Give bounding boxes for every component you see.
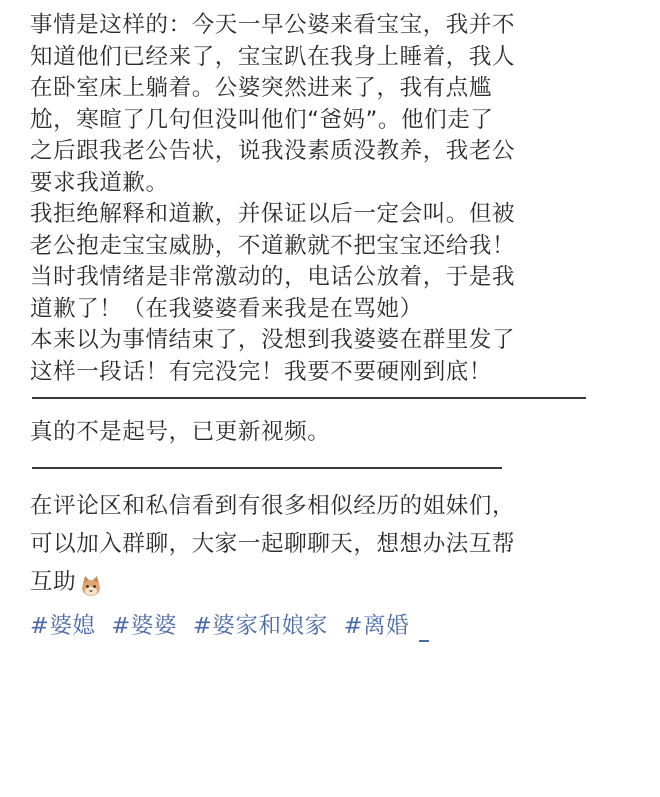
text-line: 在卧室床上躺着。公婆突然进来了，我有点尴 [30, 75, 493, 101]
text-line: 互助 [30, 568, 77, 595]
text-line: 尬，寒暄了几句但没叫他们“爸妈”。他们走了 [30, 106, 494, 133]
text-line: 当时我情绪是非常激动的，电话公放着，于是我 [30, 264, 516, 290]
hashtag-link[interactable]: #离婚 [343, 612, 410, 639]
hashtag-link[interactable]: #婆家和娘家 [192, 612, 328, 639]
text-line-with-emoji [30, 563, 636, 601]
text-line: 老公抱走宝宝威胁，不道歉就不把宝宝还给我！ [30, 232, 516, 259]
text-line: 要求我道歉。 [30, 169, 169, 196]
text-line: 之后跟我老公告状，说我没素质没教养，我老公 [30, 138, 516, 164]
hashtag-row [30, 611, 636, 643]
hashtag-link[interactable]: #婆婆 [111, 612, 178, 639]
text-line: 我拒绝解释和道歉，并保证以后一定会叫。但被 [30, 201, 516, 227]
text-line: 事情是这样的：今天一早公婆来看宝宝，我并不 [30, 12, 516, 38]
paragraph-story [30, 10, 636, 199]
text-line: 道歉了！（在我婆婆看来我是在骂她） [30, 295, 423, 322]
paragraph-update [30, 417, 636, 449]
update-note: 真的不是起号，已更新视频。 [30, 419, 331, 445]
divider-line [32, 397, 586, 399]
paragraph-aftermath [30, 325, 636, 388]
text-line: 知道他们已经来了，宝宝趴在我身上睡着，我人 [30, 43, 516, 70]
text-line: 在评论区和私信看到有很多相似经历的姐妹们， [30, 492, 516, 519]
text-line: 这样一段话！有完没完！我要不要硬刚到底！ [30, 358, 493, 385]
divider-line [32, 467, 502, 469]
cat-face-icon [80, 571, 102, 593]
text-line: 本来以为事情结束了，没想到我婆婆在群里发了 [30, 327, 516, 353]
paragraph-refusal [30, 199, 636, 325]
paragraph-invite [30, 487, 636, 601]
caret-icon [419, 634, 429, 642]
text-line: 可以加入群聊，大家一起聊聊天，想想办法互帮 [30, 530, 516, 557]
hashtag-link[interactable]: #婆媳 [30, 612, 96, 639]
